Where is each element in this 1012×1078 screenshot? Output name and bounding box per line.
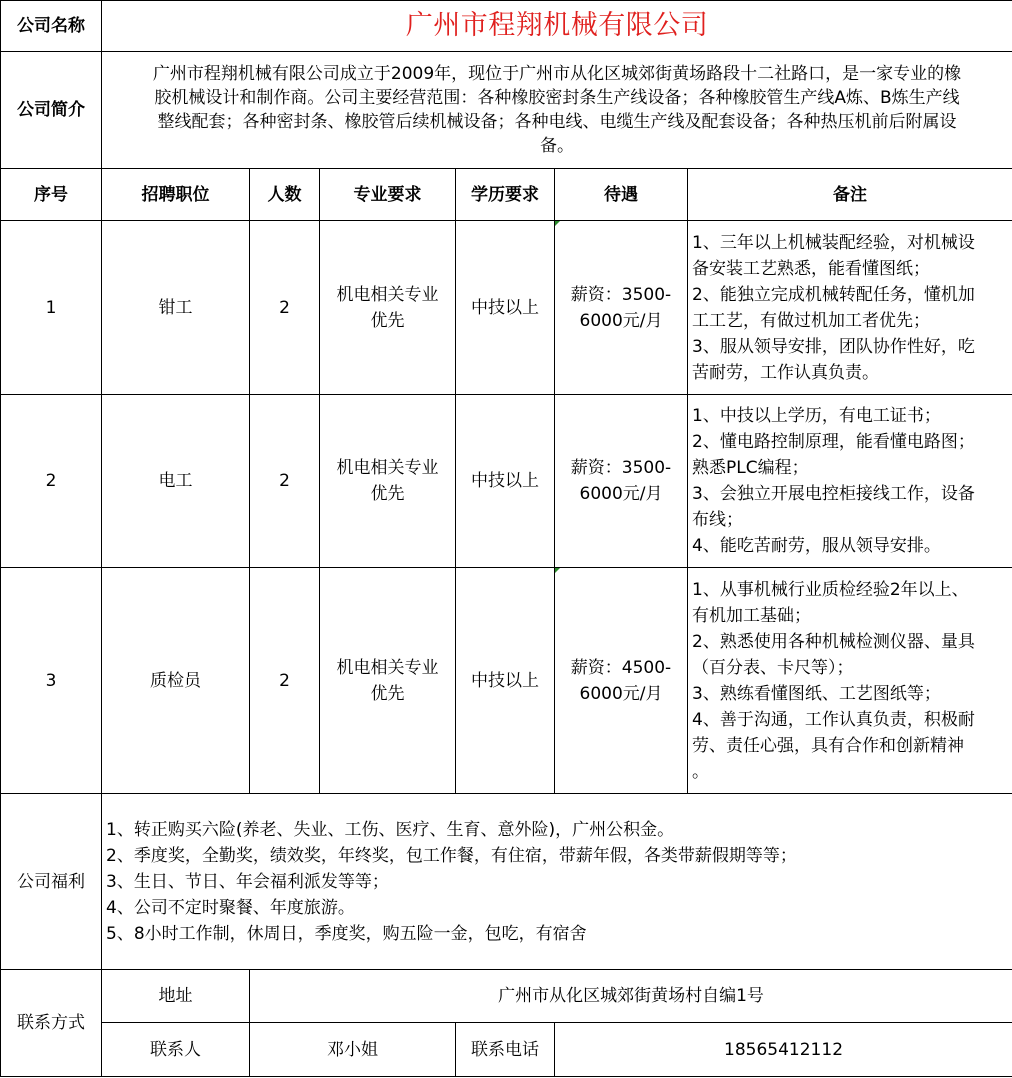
job-salary-line: 薪资：3500- [570,284,672,305]
job-no: 2 [1,395,102,568]
company-name-row [1,1,1012,52]
job-major-line: 机电相关专业 [336,458,439,478]
job-note-line: 4、能吃苦耐劳，服从领导安排。 [692,536,941,556]
welfare-list [102,794,1012,970]
job-major-line: 机电相关专业 [336,284,439,305]
company-intro-label: 公司简介 [1,52,102,169]
job-notes [688,395,1012,568]
job-count: 2 [250,395,320,568]
welfare-item: 1、转正购买六险(养老、失业、工伤、医疗、生育、意外险)，广州公积金。 [106,819,675,840]
col-header-no: 序号 [1,169,102,221]
job-no: 3 [1,568,102,794]
job-major-line: 优先 [370,484,405,504]
job-note-line: 有机加工基础； [692,605,811,626]
job-position: 电工 [102,395,250,568]
job-major [320,221,456,395]
job-salary [555,395,688,568]
job-note-line: 2、能独立完成机械转配任务，懂机加 [692,284,975,305]
intro-line: 备。 [540,136,575,156]
col-header-notes: 备注 [688,169,1012,221]
company-name-label: 公司名称 [1,1,102,52]
company-intro [102,52,1012,169]
welfare-item: 3、生日、节日、年会福利派发等等； [106,871,389,892]
col-header-education: 学历要求 [456,169,555,221]
job-major [320,395,456,568]
job-education: 中技以上 [456,568,555,794]
job-major-line: 优先 [370,683,405,704]
job-notes [688,221,1012,395]
col-header-major: 专业要求 [320,169,456,221]
address-label: 地址 [102,970,250,1023]
job-note-line: 3、熟练看懂图纸、工艺图纸等； [692,683,941,704]
contact-phone-label: 联系电话 [456,1023,555,1077]
job-note-line: 苦耐劳，工作认真负责。 [692,362,879,383]
job-note-line: 熟悉PLC编程； [692,458,809,478]
job-note-line: 布线； [692,510,743,530]
intro-line: 广州市程翔机械有限公司成立于2009年，现位于广州市从化区城郊街黄场路段十二社路口，是一家专业的橡 [152,64,962,84]
job-no: 1 [1,221,102,395]
contact-person-row [1,1023,1012,1077]
job-salary-line: 薪资：4500- [570,657,672,678]
job-note-line: 1、三年以上机械装配经验，对机械设 [692,232,975,253]
column-header-row [1,169,1012,221]
job-row [1,221,1012,395]
intro-line: 整线配套；各种密封条、橡胶管后续机械设备；各种电线、电缆生产线及配套设备；各种热压机前后附属设 [157,112,957,132]
job-row [1,395,1012,568]
address-value: 广州市从化区城郊街黄场村自编1号 [250,970,1012,1023]
col-header-salary: 待遇 [555,169,688,221]
contact-label: 联系方式 [1,970,102,1077]
job-note-line: 3、会独立开展电控柜接线工作，设备 [692,484,975,504]
job-note-line: 备安装工艺熟悉，能看懂图纸； [692,258,930,279]
job-salary-line: 6000元/月 [579,310,663,331]
contact-person-label: 联系人 [102,1023,250,1077]
col-header-position: 招聘职位 [102,169,250,221]
contact-phone-value: 18565412112 [555,1023,1012,1077]
job-position: 钳工 [102,221,250,395]
contact-address-row [1,970,1012,1023]
job-note-line: 2、熟悉使用各种机械检测仪器、量具 [692,631,975,652]
welfare-item: 4、公司不定时聚餐、年度旅游。 [106,897,355,918]
welfare-row [1,794,1012,970]
job-major [320,568,456,794]
job-salary-line: 6000元/月 [579,683,663,704]
job-note-line: 1、中技以上学历，有电工证书； [692,406,941,426]
job-education: 中技以上 [456,395,555,568]
welfare-label: 公司福利 [1,794,102,970]
job-note-line: 工工艺，有做过机加工者优先； [692,310,930,331]
job-note-line: 4、善于沟通，工作认真负责，积极耐 [692,709,975,730]
job-note-line: （百分表、卡尺等）； [692,657,854,678]
job-education: 中技以上 [456,221,555,395]
job-note-line: 2、懂电路控制原理，能看懂电路图； [692,432,975,452]
welfare-item: 5、8小时工作制，休周日，季度奖，购五险一金，包吃，有宿舍 [106,923,587,944]
job-note-line: 1、从事机械行业质检经验2年以上、 [692,579,969,600]
job-note-line: 3、服从领导安排，团队协作性好，吃 [692,336,975,357]
job-position: 质检员 [102,568,250,794]
job-note-line: 。 [692,761,709,782]
intro-line: 胶机械设计和制作商。公司主要经营范围：各种橡胶密封条生产线设备；各种橡胶管生产线A炼、B炼生产线 [154,88,960,108]
company-intro-row [1,52,1012,169]
job-salary [555,568,688,794]
job-count: 2 [250,568,320,794]
contact-person-value: 邓小姐 [250,1023,456,1077]
job-note-line: 劳、责任心强，具有合作和创新精神 [692,735,964,756]
job-major-line: 机电相关专业 [336,657,439,678]
job-row [1,568,1012,794]
job-count: 2 [250,221,320,395]
company-name: 广州市程翔机械有限公司 [102,1,1012,52]
col-header-count: 人数 [250,169,320,221]
job-salary-line: 6000元/月 [579,484,663,504]
job-notes [688,568,1012,794]
job-salary-line: 薪资：3500- [570,458,672,478]
welfare-item: 2、季度奖，全勤奖，绩效奖，年终奖，包工作餐，有住宿，带薪年假，各类带薪假期等等； [106,845,797,866]
job-major-line: 优先 [370,310,405,331]
job-salary [555,221,688,395]
